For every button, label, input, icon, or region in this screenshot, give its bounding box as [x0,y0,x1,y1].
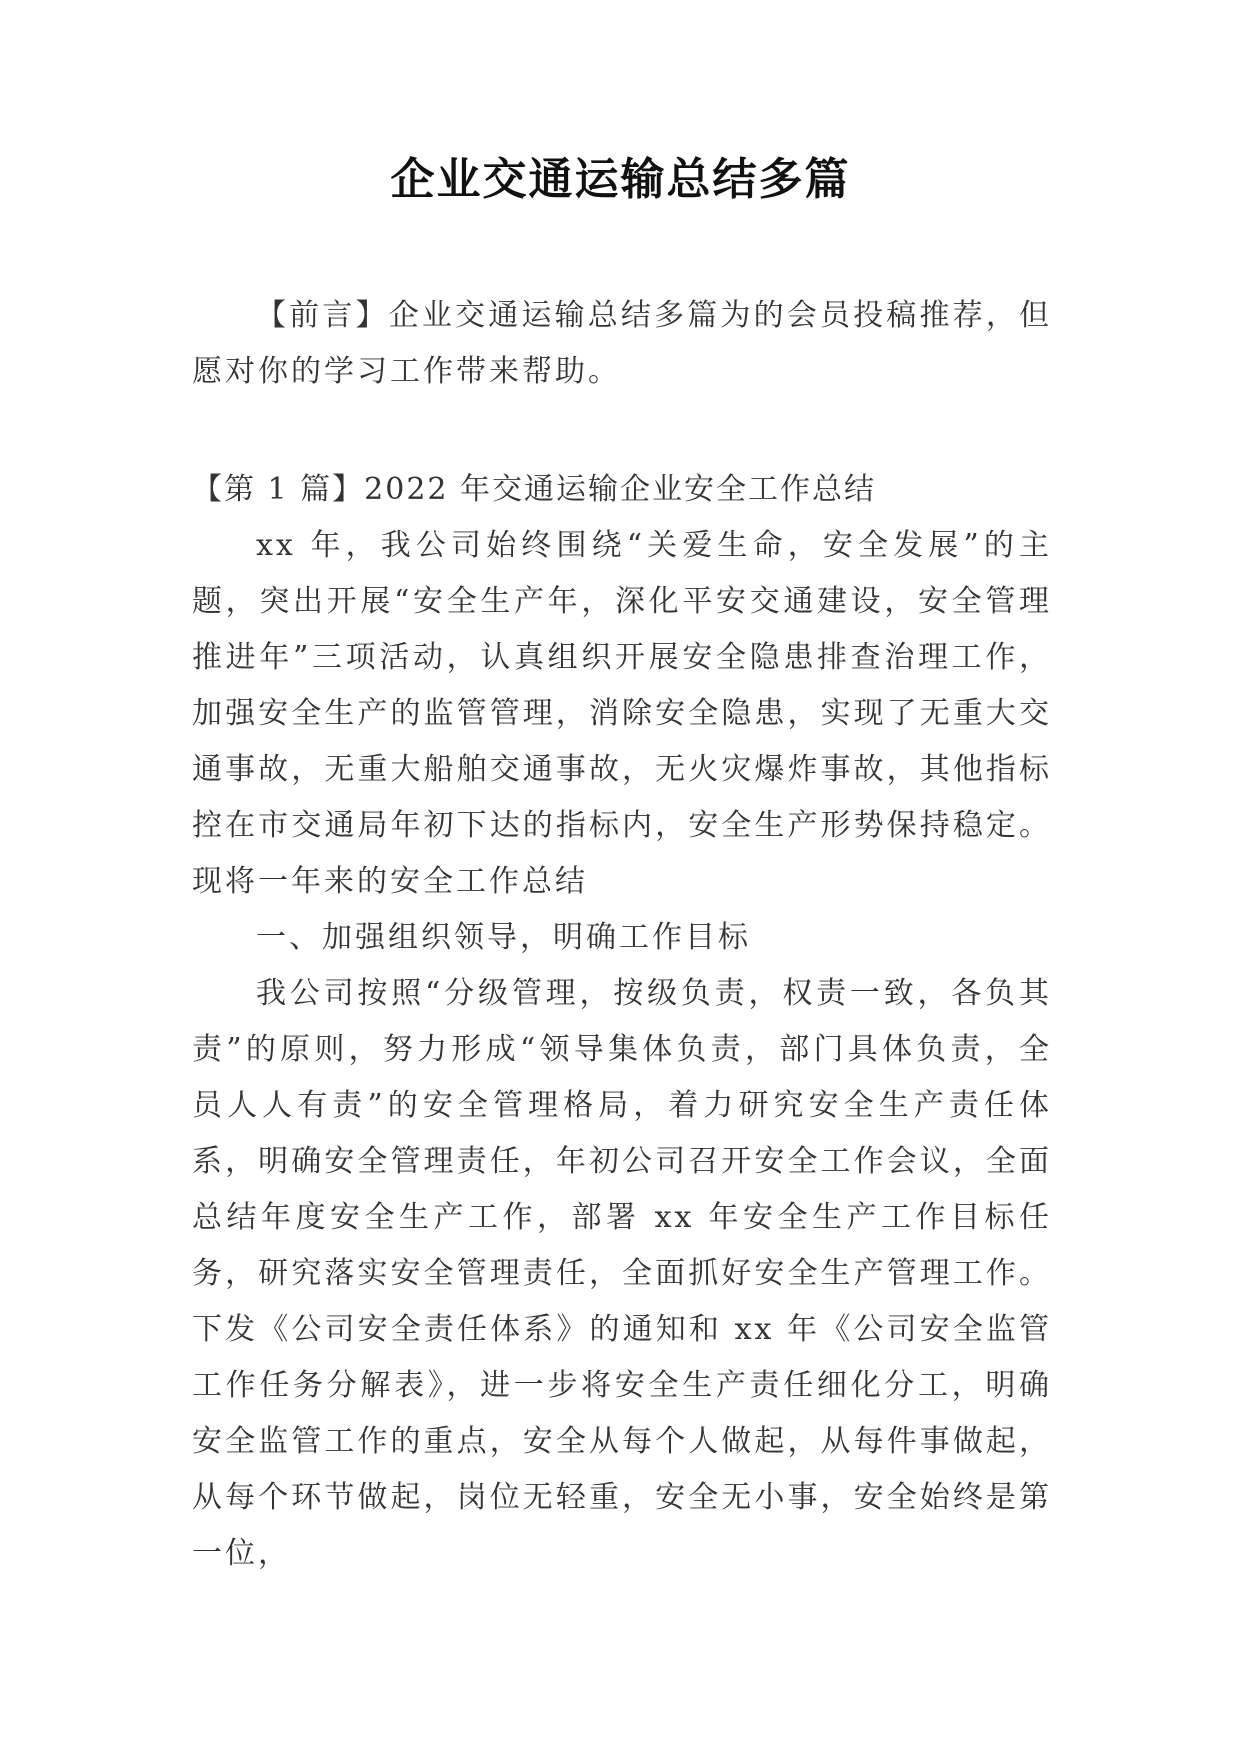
body-paragraph: xx 年，我公司始终围绕“关爱生命，安全发展”的主题，突出开展“安全生产年，深化平安交通建设，安全管理推进年”三项活动，认真组织开展安全隐患排查治理工作，加强安全生产的监管管理，消除安全隐患，实现了无重大交通事故，无重大船舶交通事故，无火灾爆炸事故，其他指标控在市交通局年初下达的指标内，安全生产形势保持稳定。现将一年来的安全工作总结 [192,528,1052,899]
article-body [192,518,1052,1582]
article-heading: 【第 1 篇】2022 年交通运输企业安全工作总结 [192,472,877,507]
body-paragraph: 我公司按照“分级管理，按级负责，权责一致，各负其责”的原则，努力形成“领导集体负责，部门具体负责，全员人人有责”的安全管理格局，着力研究安全生产责任体系，明确安全管理责任，年初公司召开安全工作会议，全面总结年度安全生产工作，部署 xx 年安全生产工作目标任务，研究落实安全管理责任，全面抓好安全生产管理工作。下发《公司安全责任体系》的通知和 xx 年《公司安全监管工作任务分解表》，进一步将安全生产责任细化分工，明确安全监管工作的重点，安全从每个人做起，从每件事做起，从每个环节做起，岗位无轻重，安全无小事，安全始终是第一位， [192,976,1052,1571]
preface-paragraph: 【前言】企业交通运输总结多篇为的会员投稿推荐，但愿对你的学习工作带来帮助。 [192,298,1052,389]
subsection-heading: 一、加强组织领导，明确工作目标 [256,920,751,955]
document-title: 企业交通运输总结多篇 [390,154,851,205]
